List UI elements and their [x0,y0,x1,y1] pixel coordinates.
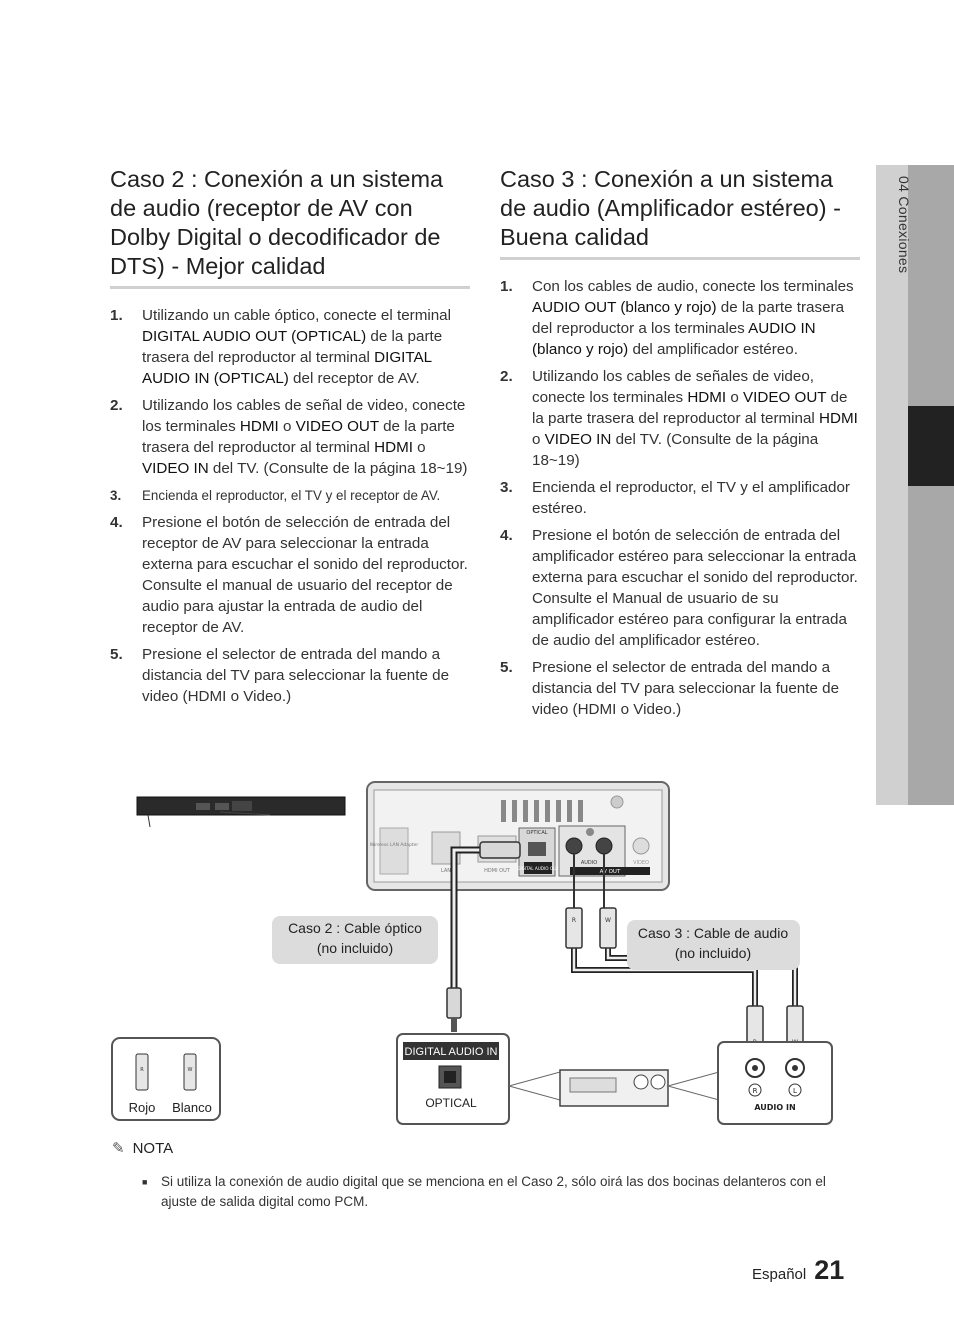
step-item [110,644,470,707]
cable-color-legend [112,1038,220,1120]
step-term: HDMI [687,389,727,406]
step-text: Utilizando los cables de señales de video, conecte los terminales [532,368,814,406]
callout-case3-line2: (no incluido) [674,945,752,961]
callout-case2-line1: Caso 2 : Cable óptico [288,920,422,936]
note-item [142,1172,862,1212]
footer-language: Español [752,1266,807,1283]
jack-l-label: L [793,1087,797,1095]
callout-case3 [627,920,800,970]
step-text: o [278,418,296,435]
video-port-label: VIDEO [633,860,649,866]
step-number: 3. [500,479,513,496]
step-number: 3. [110,488,122,503]
connection-diagram [100,770,840,1130]
callout-case2 [272,916,438,964]
note-text: Si utiliza la conexión de audio digital que se menciona en el Caso 2, sólo oirá las dos bocinas delanteros con el ajuste de salida digital como PCM. [161,1174,826,1209]
step-text: del receptor de AV. [288,370,420,387]
step-text: Utilizando los cables de señal de video, conecte los terminales [142,397,466,435]
step-term: VIDEO IN [142,460,209,477]
step-text: de la parte trasera del reproductor al terminal [532,389,848,427]
note-heading [112,1139,173,1157]
player-front-illustration [137,797,345,827]
audio-port-label: AUDIO [580,860,598,866]
step-number: 5. [500,659,513,676]
legend-rojo: Rojo [128,1100,156,1115]
step-item [500,525,860,651]
case2-section [110,165,470,713]
step-text: o [412,439,426,456]
step-number: 4. [500,527,513,544]
step-text: o [532,431,545,448]
step-text: Con los cables de audio, conecte los terminales [532,278,854,295]
wireless-label: Wireless LAN Adapter [369,843,419,848]
callout-case3-line1: Caso 3 : Cable de audio [637,925,789,941]
step-term: HDMI [239,418,279,435]
digital-audio-in-label: DIGITAL AUDIO IN [404,1046,498,1058]
step-text: o [726,389,744,406]
bullet-icon: ■ [142,1177,148,1187]
case3-steps [500,276,860,720]
step-text: del TV. (Consulte de la página 18~19) [208,460,468,477]
jack-r-label: R [752,1087,758,1095]
step-text: Presione el selector de entrada del mando a distancia del TV para seleccionar la fuente de video (HDMI o Video.) [532,659,840,718]
step-term: AUDIO OUT (blanco y rojo) [532,299,717,316]
page-footer [752,1255,844,1286]
step-number: 2. [110,397,123,414]
plug-r-label: R [571,917,577,924]
step-term: VIDEO OUT [295,418,379,435]
step-text: de la parte trasera del reproductor al terminal [142,418,455,456]
av-receiver-illustration [397,1034,719,1124]
chapter-label: 04 Conexiones [896,176,912,274]
step-text: Presione el botón de selección de entrada del receptor de AV para seleccionar la entrada externa para escuchar el sonido del reproductor. Consulte el manual de usuario del receptor de audio para ajustar la entrada de audio del receptor de AV. [142,514,468,636]
step-item [500,276,860,360]
av-out-label: AV OUT [599,869,621,875]
lan-label: LAN [440,868,452,874]
hdmi-out-label: HDMI OUT [484,868,510,874]
page-number: 21 [814,1255,845,1285]
step-text: del TV. (Consulte de la página 18~19) [532,431,819,469]
step-text: Encienda el reproductor, el TV y el receptor de AV. [142,488,441,503]
step-number: 5. [110,646,123,663]
legend-blanco: Blanco [172,1100,212,1115]
case2-title: Caso 2 : Conexión a un sistema de audio (receptor de AV con Dolby Digital o decodificador de DTS) - Mejor calidad [110,165,470,289]
step-text: Encienda el reproductor, el TV y el amplificador estéreo. [532,479,850,517]
optical-in-label: OPTICAL [425,1096,477,1110]
step-term: VIDEO OUT [743,389,827,406]
note-heading-text: NOTA [132,1140,174,1157]
step-item [500,657,860,720]
step-item [500,366,860,471]
step-number: 1. [110,307,123,324]
callout-case2-line2: (no incluido) [316,940,394,956]
legend-plug-r: R [140,1067,144,1073]
step-term: AUDIO IN (blanco y rojo) [532,320,816,358]
audio-in-panel [718,1042,832,1124]
step-text: de la parte trasera del reproductor al terminal [142,328,443,366]
case3-title: Caso 3 : Conexión a un sistema de audio (Amplificador estéreo) - Buena calidad [500,165,860,260]
side-tab-marker [908,406,954,486]
step-text: Utilizando un cable óptico, conecte el terminal [142,307,451,324]
plug-w-label: W [605,917,611,924]
step-term: DIGITAL AUDIO IN (OPTICAL) [142,349,432,387]
step-term: VIDEO IN [544,431,612,448]
pencil-icon: ✎ [112,1140,125,1157]
step-item [110,512,470,638]
step-number: 1. [500,278,513,295]
step-text: Presione el selector de entrada del mando a distancia del TV para seleccionar la fuente de video (HDMI o Video.) [142,646,450,705]
step-text: del amplificador estéreo. [628,341,798,358]
case2-steps [110,305,470,707]
step-number: 4. [110,514,123,531]
legend-plug-w: W [187,1067,193,1073]
step-term: HDMI [819,410,858,427]
step-number: 2. [500,368,513,385]
step-term: HDMI [374,439,413,456]
digital-audio-out-label: DIGITAL AUDIO OUT [517,866,559,871]
optical-port-label: OPTICAL [526,830,548,836]
audio-in-label: AUDIO IN [754,1103,796,1112]
step-term: DIGITAL AUDIO OUT (OPTICAL) [142,328,367,345]
step-item [110,485,470,506]
step-item [110,395,470,479]
player-rear-panel [367,782,669,890]
step-item [110,305,470,389]
step-text: de la parte trasera del reproductor a los terminales [532,299,845,337]
case3-section [500,165,860,726]
step-text: Presione el botón de selección de entrada del amplificador estéreo para seleccionar la entrada externa para escuchar el sonido del reproductor. Consulte el Manual de usuario de su amplificador estéreo para configurar la entrada de audio del amplificador estéreo. [532,527,858,649]
step-item [500,477,860,519]
chapter-side-tab [876,165,954,805]
